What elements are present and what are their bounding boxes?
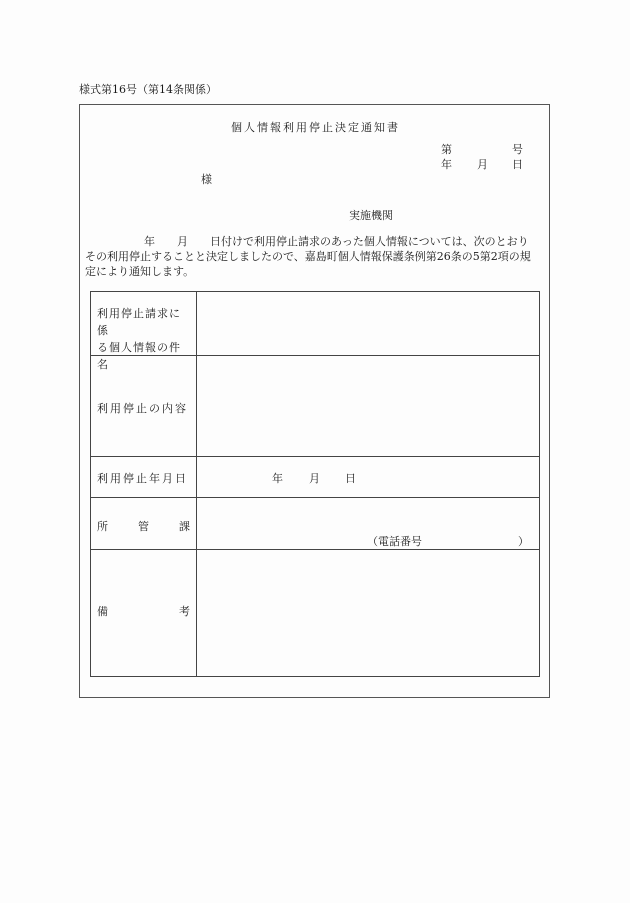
stop-date-day: 日 — [345, 472, 356, 485]
subject-label-line-1: 利用停止請求に係 — [97, 307, 181, 337]
content-value-cell[interactable] — [197, 356, 539, 456]
notice-body — [85, 234, 543, 279]
subject-value-cell[interactable] — [197, 292, 539, 355]
stop-date-year: 年 — [272, 472, 283, 485]
notice-line-1-text: 日付けで利用停止請求のあった個人情報については、次のとおり — [210, 235, 529, 248]
subject-label-cell — [91, 292, 197, 371]
stop-date-label: 利用停止年月日 — [97, 472, 188, 485]
table-row — [91, 456, 539, 497]
content-label-cell — [91, 356, 197, 456]
content-label: 利用停止の内容 — [97, 402, 188, 415]
notice-line-2: その利用停止することと決定しましたので、嘉島町個人情報保護条例第26条の5第2項の規 — [85, 250, 531, 263]
doc-number-prefix: 第 — [441, 143, 452, 156]
notice-line-3: 定により通知します。 — [85, 265, 195, 278]
stop-date-value-cell[interactable] — [197, 457, 539, 497]
date-day-label: 日 — [512, 158, 523, 171]
remarks-label-cell — [91, 550, 197, 676]
table-row — [91, 355, 539, 456]
form-number: 様式第16号（第14条関係） — [79, 83, 217, 96]
notice-line-1 — [85, 234, 543, 249]
remarks-label-char-1: 備 — [97, 605, 108, 618]
notice-year: 年 — [144, 235, 155, 248]
table-row — [91, 497, 539, 549]
stop-details-table — [90, 291, 540, 677]
department-label-char-3: 課 — [179, 520, 190, 533]
date-year-label: 年 — [441, 158, 452, 171]
phone-number-close: ） — [518, 535, 529, 548]
stop-date-month: 月 — [309, 472, 320, 485]
department-label-cell — [91, 498, 197, 549]
department-label-char-2: 管 — [138, 520, 149, 533]
remarks-label-char-2: 考 — [179, 605, 190, 618]
notice-month: 月 — [177, 235, 188, 248]
table-row — [91, 549, 539, 676]
recipient-honorific: 様 — [201, 173, 212, 186]
department-value-cell[interactable] — [197, 498, 539, 549]
issuer-label: 実施機関 — [349, 209, 393, 222]
phone-number-label: （電話番号 — [367, 535, 422, 548]
subject-label-line-2: る個人情報の件名 — [97, 341, 181, 371]
doc-number-suffix: 号 — [512, 143, 523, 156]
remarks-value-cell[interactable] — [197, 550, 539, 676]
date-month-label: 月 — [477, 158, 488, 171]
stop-date-label-cell — [91, 457, 197, 497]
department-label-char-1: 所 — [97, 520, 108, 533]
document-title: 個人情報利用停止決定通知書 — [231, 121, 400, 134]
table-row — [91, 292, 539, 371]
